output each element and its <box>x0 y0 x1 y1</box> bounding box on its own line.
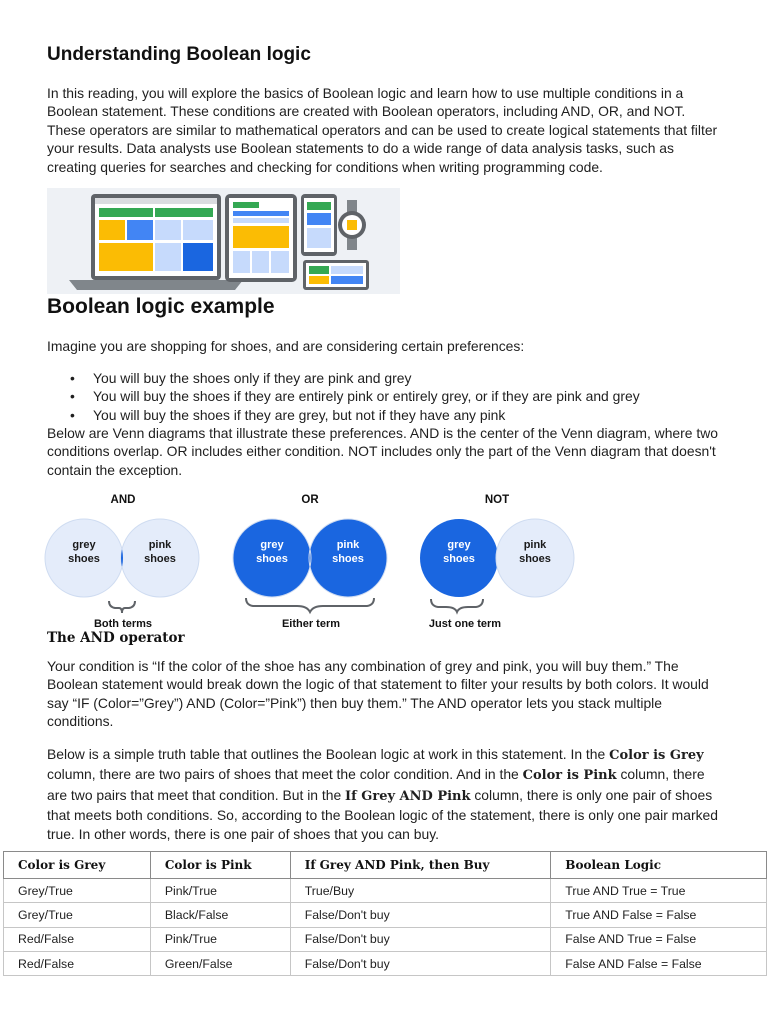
bold-term-color-is-grey: Color is Grey <box>609 748 704 763</box>
column-header: Boolean Logic <box>551 852 767 879</box>
venn-not-title: NOT <box>484 494 510 506</box>
venn-not-right-label-1: pink <box>523 539 547 551</box>
brace-icon <box>431 599 483 612</box>
venn-not <box>420 494 574 630</box>
venn-not-left-label-2: shoes <box>443 553 475 565</box>
table-cell: False/Don't buy <box>290 951 551 975</box>
table-cell: False/Don't buy <box>290 903 551 927</box>
text-run: column, there are two pairs that meet that condition. But in the <box>47 766 705 803</box>
column-header: If Grey AND Pink, then Buy <box>290 852 551 879</box>
list-item: • You will buy the shoes only if they are pink and grey <box>70 369 640 387</box>
column-header: Color is Grey <box>4 852 151 879</box>
table-cell: Red/False <box>4 927 151 951</box>
table-cell: True AND True = True <box>551 879 767 903</box>
venn-or-title: OR <box>301 494 319 506</box>
page-title: Understanding Boolean logic <box>47 44 311 65</box>
venn-not-right-label-2: shoes <box>519 553 551 565</box>
table-header-row <box>4 852 767 879</box>
venn-or-left-label-1: grey <box>260 539 284 551</box>
truth-table <box>3 851 767 976</box>
preferences-list <box>70 369 640 424</box>
table-cell: Green/False <box>150 951 290 975</box>
section-heading-example: Boolean logic example <box>47 295 275 318</box>
text-run: column, there is only one pair of shoes that meets both conditions. So, according to the Boolean logic of the statement, there is only one pair marked true. In other words, there is one pair of shoes that you can buy. <box>47 786 719 842</box>
venn-intro: Below are Venn diagrams that illustrate these preferences. AND is the center of the Venn diagram, where two conditions overlap. OR includes either condition. NOT includes only the part of the Venn diagram that doesn't contain the exception. <box>47 425 718 478</box>
bold-term-color-is-pink: Color is Pink <box>522 768 617 784</box>
table-cell: False AND True = False <box>551 927 767 951</box>
table-cell: Red/False <box>4 951 151 975</box>
venn-and-left-label-2: shoes <box>68 553 100 565</box>
table-cell: Pink/True <box>150 927 290 951</box>
brace-icon <box>246 598 374 612</box>
venn-and-right-label-2: shoes <box>144 553 176 565</box>
devices-illustration <box>47 188 400 294</box>
venn-or-left-label-2: shoes <box>256 553 288 565</box>
example-intro: Imagine you are shopping for shoes, and are considering certain preferences: <box>47 338 525 354</box>
venn-or-right-label-2: shoes <box>332 553 364 565</box>
table-cell: True/Buy <box>290 879 551 903</box>
table-cell: Grey/True <box>4 879 151 903</box>
venn-and-title: AND <box>110 494 136 506</box>
list-item: • You will buy the shoes if they are entirely pink or entirely grey, or if they are pink and grey <box>70 387 640 405</box>
truth-table-paragraph <box>47 745 727 843</box>
venn-diagrams <box>40 488 600 634</box>
text-run: Below is a simple truth table that outlines the Boolean logic at work in this statement. In the <box>47 746 610 762</box>
text-run: column, there are two pairs of shoes that meet the color condition. And in the <box>47 766 523 783</box>
section-heading-and-operator: The AND operator <box>47 630 185 646</box>
table-cell: False/Don't buy <box>290 927 551 951</box>
table-cell: False AND False = False <box>551 951 767 975</box>
table-row <box>4 903 767 927</box>
venn-not-left-label-1: grey <box>447 539 471 551</box>
brace-icon <box>109 601 135 613</box>
venn-and-left-label-1: grey <box>72 539 96 551</box>
intro-paragraph: In this reading, you will explore the basics of Boolean logic and learn how to use multiple conditions in a Boolean statement. These conditions are created with Boolean operators, including AND, OR, and NOT. These operators are similar to mathematical operators and can be used to create logical statements that filter your results. Data analysts use Boolean statements to do a wide range of data analysis tasks, such as creating queries for searches and checking for conditions when writing programming code. <box>47 85 718 175</box>
column-header: Color is Pink <box>150 852 290 879</box>
venn-or-caption: Either term <box>281 618 341 630</box>
venn-or-right-label-1: pink <box>336 539 360 551</box>
venn-and <box>45 494 199 630</box>
table-cell: Black/False <box>150 903 290 927</box>
bold-term-if-grey-and-pink: If Grey AND Pink <box>345 788 471 804</box>
table-row <box>4 927 767 951</box>
table-row <box>4 951 767 975</box>
table-cell: Grey/True <box>4 903 151 927</box>
table-row <box>4 879 767 903</box>
venn-and-right-label-1: pink <box>148 539 172 551</box>
venn-not-caption: Just one term <box>428 618 502 630</box>
venn-and-caption: Both terms <box>93 618 153 630</box>
list-item: • You will buy the shoes if they are grey, but not if they have any pink <box>70 406 640 424</box>
table-cell: True AND False = False <box>551 903 767 927</box>
venn-or <box>233 494 387 630</box>
table-cell: Pink/True <box>150 879 290 903</box>
and-operator-paragraph: Your condition is “If the color of the shoe has any combination of grey and pink, you will buy them.” The Boolean statement would break down the logic of that statement to filter your results by both colors. It would say “IF (Color=”Grey”) AND (Color=”Pink”) then buy them.” The AND operator lets you stack multiple conditions. <box>47 658 709 730</box>
